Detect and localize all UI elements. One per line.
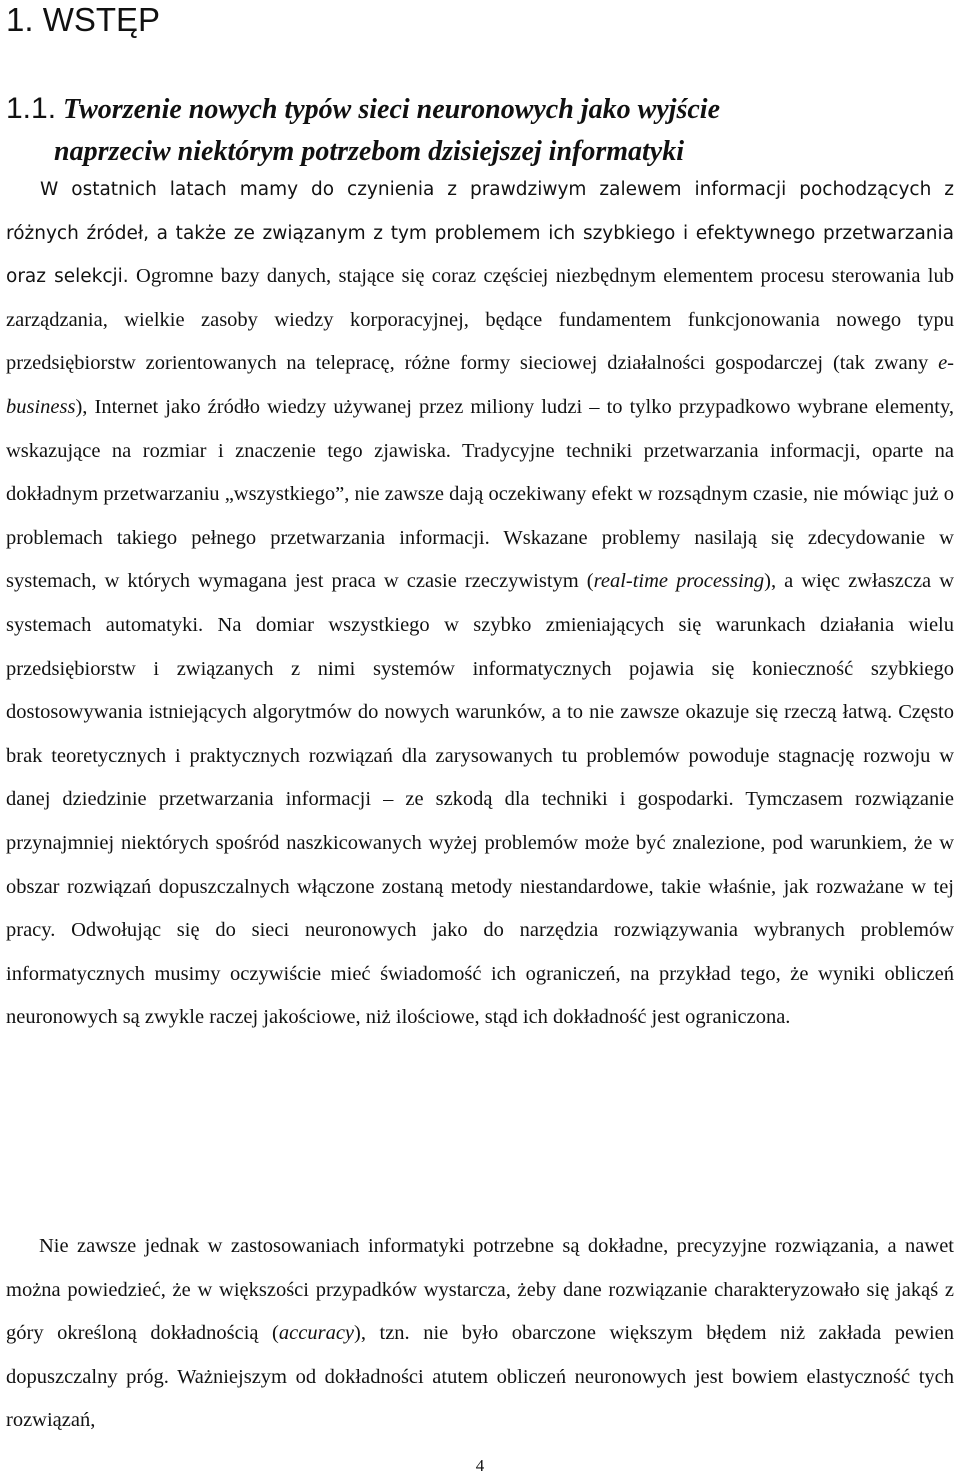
section-title-line2: naprzeciw niektórym potrzebom dzisiejszej informatyki bbox=[54, 136, 685, 167]
section-number: 1.1. bbox=[6, 92, 57, 125]
paragraph-1 bbox=[6, 168, 954, 1040]
section-heading bbox=[6, 88, 954, 173]
term-accuracy: accuracy bbox=[278, 1322, 355, 1345]
paragraph-2 bbox=[6, 1225, 954, 1443]
paragraph-1-text-a: Ogromne bazy danych, stające się coraz częściej niezbędnym elementem procesu sterowania lub zarządzania, wielkie zasoby wiedzy korporacyjnej, będące fundamentem funkcjonowania nowego typu przedsiębiorstw zorientowanych na telepracę, różne formy sieciowej działalności gospodarczej (tak zwany bbox=[6, 265, 954, 375]
chapter-heading: 1. WSTĘP bbox=[6, 1, 161, 38]
paragraph-2-text-a: Nie zawsze jednak w zastosowaniach informatyki potrzebne są dokładne, precyzyjne rozwiązania, a nawet można powiedzieć, że w większości przypadków wystarcza, żeby dane rozwiązanie charakteryzowało się jakąś z góry określoną dokładnością ( bbox=[6, 1235, 954, 1345]
paragraph-2-text-b: ), tzn. nie było obarczone większym błędem niż zakłada pewien dopuszczalny próg. Ważniejszym od dokładności atutem obliczeń neuronowych jest bowiem elastyczność tych rozwiązań, bbox=[6, 1322, 954, 1432]
section-title-line1: Tworzenie nowych typów sieci neuronowych jako wyjście bbox=[63, 94, 720, 125]
term-real-time: real-time processing bbox=[593, 570, 765, 593]
paragraph-1-text-b: ), Internet jako źródło wiedzy używanej przez miliony ludzi – to tylko przypadkowo wybrane elementy, wskazujące na rozmiar i znaczenie tego zjawiska. Tradycyjne techniki przetwarzania informacji, oparte na dokładnym przetwarzaniu „wszystkiego”, nie zawsze dają oczekiwany efekt w rozsądnym czasie, nie mówiąc już o problemach takiego pełnego przetwarzania informacji. Wskazane problemy nasilają się zdecydowanie w systemach, w których wymagana jest praca w czasie rzeczywistym ( bbox=[6, 395, 954, 593]
page-number: 4 bbox=[475, 1456, 485, 1475]
paragraph-1-text-c: ), a więc zwłaszcza w systemach automatyki. Na domiar wszystkiego w szybko zmieniających się warunkach działania wielu przedsiębiorstw i związanych z nimi systemów informatycznych pojawia się konieczność szybkiego dostosowywania istniejących algorytmów do nowych warunków, a to nie zawsze okazuje się rzeczą łatwą. Często brak teoretycznych i praktycznych rozwiązań dla zarysowanych tu problemów powoduje stagnację rozwoju w danej dziedzinie przetwarzania informacji – ze szkodą dla techniki i gospodarki. Tymczasem rozwiązanie przynajmniej niektórych spośród naszkicowanych wyżej problemów może być znalezione, pod warunkiem, że w obszar rozwiązań dopuszczalnych włączone zostaną metody niestandardowe, takie właśnie, jak rozważane w tej pracy. Odwołując się do sieci neuronowych jako do narzędzia rozwiązywania wybranych problemów informatycznych musimy oczywiście mieć świadomość ich ograniczeń, na przykład tego, że wyniki obliczeń neuronowych są zwykle raczej jakościowe, niż ilościowe, stąd ich dokładność jest ograniczona. bbox=[6, 570, 955, 1029]
term-e-business: e-business bbox=[6, 352, 954, 418]
paragraph-1-intro: W ostatnich latach mamy do czynienia z prawdziwym zalewem informacji pochodzących z różnych źródeł, a także ze związanym z tym problemem ich szybkiego i efektywnego przetwarzania oraz selekcji. bbox=[6, 179, 954, 288]
